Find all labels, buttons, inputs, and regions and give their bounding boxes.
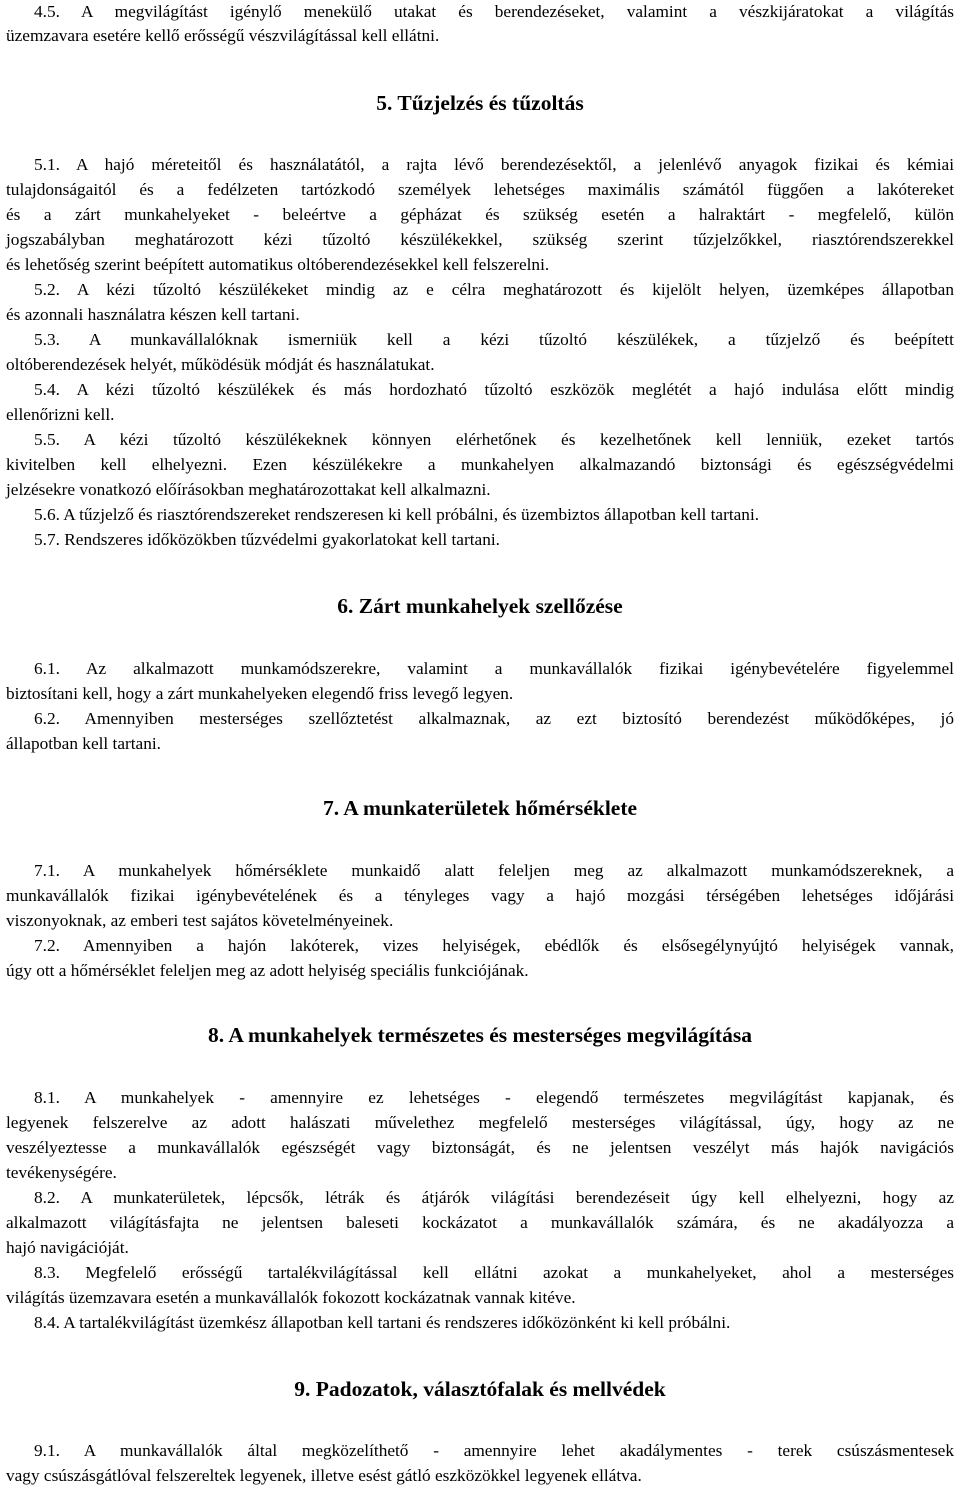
- paragraph-line: veszélyeztesse a munkavállalók egészségét vagy biztonságát, és ne jelentsen veszélyt más hajók navigációs: [6, 1138, 954, 1157]
- paragraph-line: 5.3. A munkavállalóknak ismerniük kell a kézi tűzoltó készülékek, a tűzjelző és beépített: [34, 330, 954, 349]
- paragraph-line: hajó navigációját.: [6, 1238, 129, 1257]
- section-heading-8: 8. A munkahelyek természetes és mesterséges megvilágítása: [208, 1023, 752, 1047]
- paragraph-line: 8.1. A munkahelyek - amennyire ez lehetséges - elegendő természetes megvilágítást kapjanak, és: [34, 1088, 954, 1107]
- paragraph-line: 6.1. Az alkalmazott munkamódszerekre, valamint a munkavállalók fizikai igénybevételére figyelemmel: [34, 659, 954, 678]
- paragraph-line: 5.4. A kézi tűzoltó készülékek és más hordozható tűzoltó eszközök meglétét a hajó indulása előtt mindig: [34, 380, 954, 399]
- paragraph-line: vagy csúszásgátlóval felszereltek legyenek, illetve esést gátló eszközökkel legyenek ellátva.: [6, 1466, 642, 1485]
- paragraph-line: világítás üzemzavara esetén a munkavállalók fokozott kockázatnak vannak kitéve.: [6, 1288, 576, 1307]
- paragraph-line: 8.4. A tartalékvilágítást üzemkész állapotban kell tartani és rendszeres időközönként ki kell próbálni.: [34, 1313, 731, 1332]
- paragraph-line: ellenőrizni kell.: [6, 405, 115, 424]
- paragraph-line: üzemzavara esetére kellő erősségű vészvilágítással kell ellátni.: [6, 26, 440, 45]
- paragraph-line: 5.5. A kézi tűzoltó készülékeknek könnyen elérhetőnek és kezelhetőnek kell lenniük, ezeket tartós: [34, 430, 954, 449]
- paragraph-line: munkavállalók fizikai igénybevételének és a tényleges vagy a hajó mozgási térségében lehetséges időjárási: [6, 886, 954, 905]
- paragraph-line: alkalmazott világításfajta ne jelentsen baleseti kockázatot a munkavállalók számára, és ne akadályozza a: [6, 1213, 954, 1232]
- paragraph-line: kivitelben kell elhelyezni. Ezen készülékekre a munkahelyen alkalmazandó biztonsági és egészségvédelmi: [6, 455, 954, 474]
- paragraph-line: jelzésekre vonatkozó előírásokban meghatározottakat kell alkalmazni.: [6, 480, 491, 499]
- paragraph-line: oltóberendezések helyét, működésük módját és használatukat.: [6, 355, 435, 374]
- paragraph-line: 9.1. A munkavállalók által megközelíthető - amennyire lehet akadálymentes - terek csúszásmentesek: [34, 1441, 954, 1460]
- paragraph-line: és lehetőség szerint beépített automatikus oltóberendezésekkel kell felszerelni.: [6, 255, 550, 274]
- paragraph-line: és a zárt munkahelyeket - beleértve a gépházat és szükség esetén a halraktárt - megfelelő, külön: [6, 205, 954, 224]
- paragraph-line: úgy ott a hőmérséklet feleljen meg az adott helyiség speciális funkciójának.: [6, 961, 529, 980]
- paragraph-line: tulajdonságaitól és a fedélzeten tartózkodó személyek lehetséges maximális számától függően a lakótereket: [6, 180, 954, 199]
- paragraph-line: 8.3. Megfelelő erősségű tartalékvilágítással kell ellátni azokat a munkahelyeket, ahol a mesterséges: [34, 1263, 954, 1282]
- paragraph-line: viszonyoknak, az emberi test sajátos követelményeinek.: [6, 911, 394, 930]
- paragraph-line: jogszabályban meghatározott kézi tűzoltó készülékekkel, szükség szerint tűzjelzőkkel, riasztórendszerekkel: [6, 230, 954, 249]
- paragraph-line: 7.1. A munkahelyek hőmérséklete munkaidő alatt feleljen meg az alkalmazott munkamódszereknek, a: [34, 861, 954, 880]
- section-heading-7: 7. A munkaterületek hőmérséklete: [322, 796, 638, 820]
- paragraph-line: 5.1. A hajó méreteitől és használatától, a rajta lévő berendezésektől, a jelenlévő anyagok fizikai és kémiai: [34, 155, 954, 174]
- paragraph-line: 4.5. A megvilágítást igénylő menekülő utakat és berendezéseket, valamint a vészkijáratokat a világítás: [34, 2, 954, 21]
- paragraph-line: és azonnali használatra készen kell tartani.: [6, 305, 300, 324]
- paragraph-line: 8.2. A munkaterületek, lépcsők, létrák és átjárók világítási berendezéseit úgy kell elhelyezni, hogy az: [34, 1188, 954, 1207]
- section-heading-9: 9. Padozatok, választófalak és mellvédek: [294, 1377, 666, 1401]
- paragraph-line: 5.2. A kézi tűzoltó készülékeket mindig az e célra meghatározott és kijelölt helyen, üzemképes állapotban: [34, 280, 954, 299]
- paragraph-line: tevékenységére.: [6, 1163, 117, 1182]
- paragraph-line: 5.6. A tűzjelző és riasztórendszereket rendszeresen ki kell próbálni, és üzembiztos állapotban kell tartani.: [34, 505, 760, 524]
- paragraph-line: 5.7. Rendszeres időközökben tűzvédelmi gyakorlatokat kell tartani.: [34, 530, 500, 549]
- paragraph-line: állapotban kell tartani.: [6, 734, 161, 753]
- section-heading-5: 5. Tűzjelzés és tűzoltás: [376, 91, 584, 115]
- paragraph-line: biztosítani kell, hogy a zárt munkahelyeken elegendő friss levegő legyen.: [6, 684, 514, 703]
- paragraph-line: legyenek felszerelve az adott halászati művelethez megfelelő mesterséges világítással, úgy, hogy az ne: [6, 1113, 954, 1132]
- section-heading-6: 6. Zárt munkahelyek szellőzése: [337, 594, 623, 618]
- paragraph-line: 6.2. Amennyiben mesterséges szellőztetést alkalmaznak, az ezt biztosító berendezést működőképes, jó: [34, 709, 954, 728]
- paragraph-line: 7.2. Amennyiben a hajón lakóterek, vizes helyiségek, ebédlők és elsősegélynyújtó helyiségek vannak,: [34, 936, 954, 955]
